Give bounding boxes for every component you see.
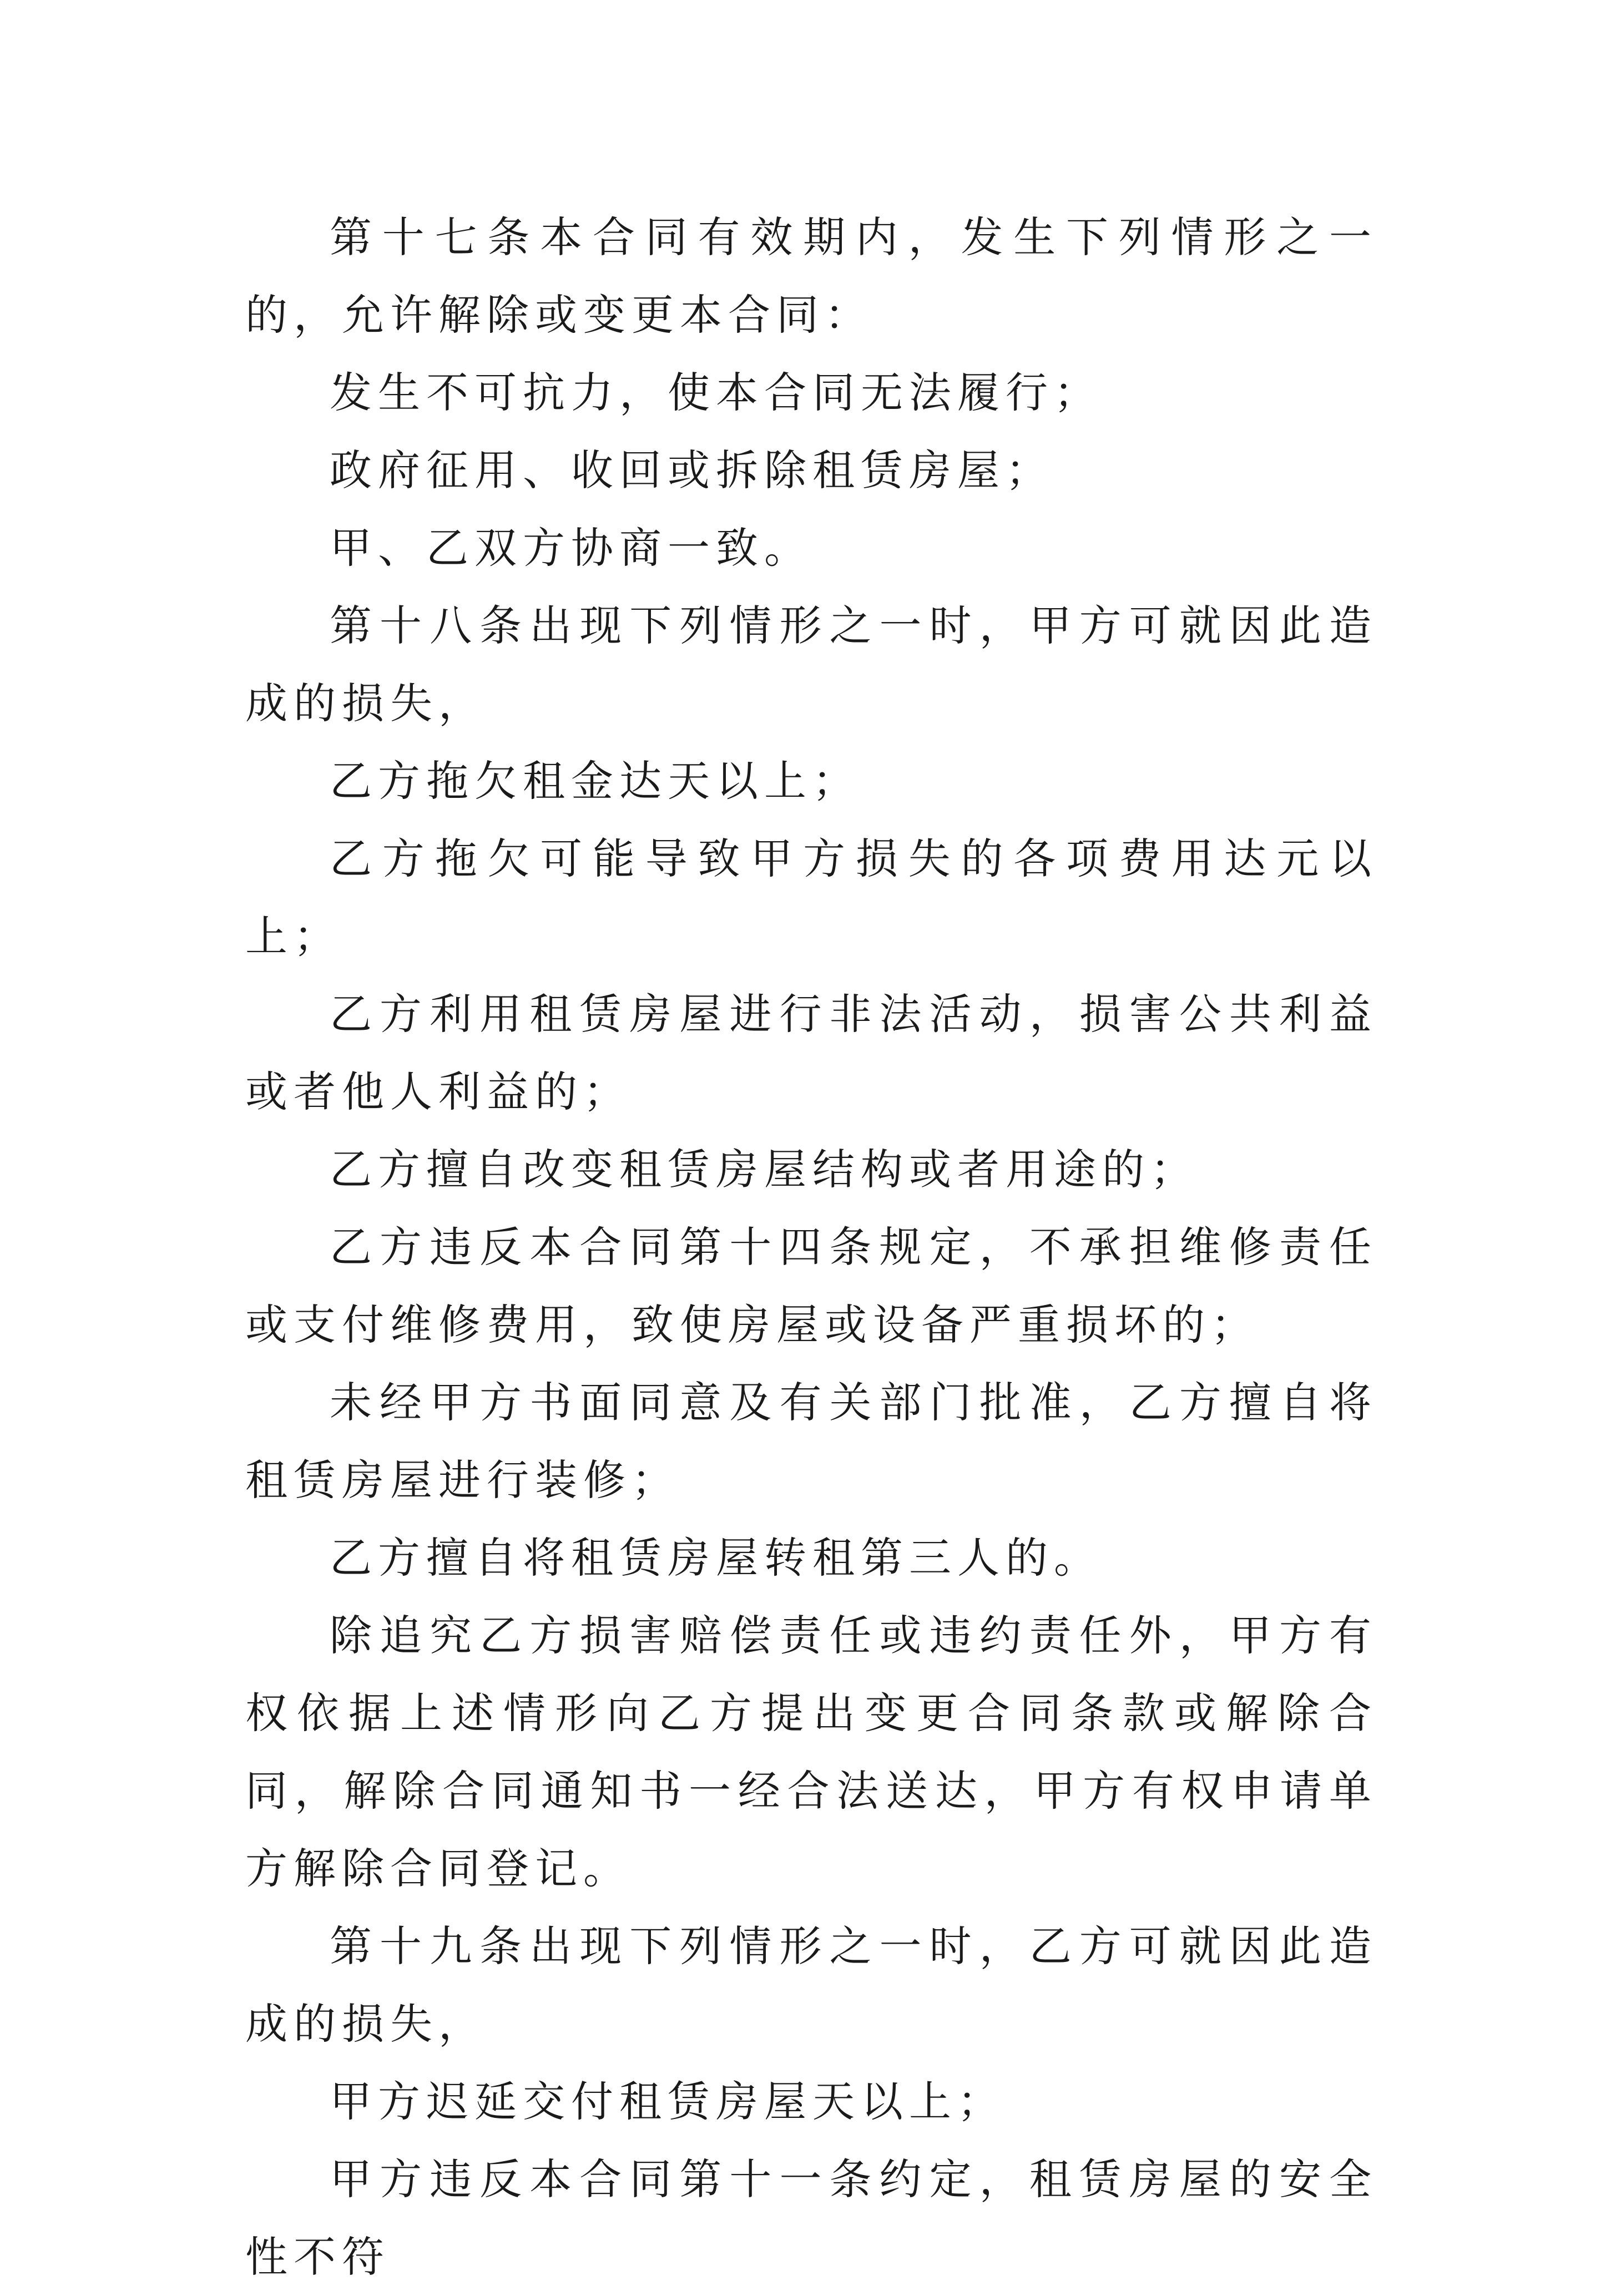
paragraph-force-majeure: 发生不可抗力，使本合同无法履行； — [330, 368, 1102, 417]
paragraph-article-19: 第十九条出现下列情形之一时，乙方可就因此造成的损失， — [245, 1921, 1377, 2049]
document-body — [245, 199, 1377, 2296]
paragraph-lessor-rights: 除追究乙方损害赔偿责任或违约责任外，甲方有权依据上述情形向乙方提出变更合同条款或解除合同，解除合同通知书一经合法送达，甲方有权申请单方解除合同登记。 — [245, 1611, 1377, 1893]
paragraph-government-requisition: 政府征用、收回或拆除租赁房屋； — [330, 446, 1054, 495]
paragraph-article-17: 第十七条本合同有效期内，发生下列情形之一的，允许解除或变更本合同： — [245, 213, 1377, 340]
paragraph-safety-breach: 甲方违反本合同第十一条约定，租赁房屋的安全性不符 — [245, 2155, 1377, 2282]
paragraph-rent-arrears: 乙方拖欠租金达天以上； — [330, 756, 861, 806]
paragraph-article-18: 第十八条出现下列情形之一时，甲方可就因此造成的损失， — [245, 601, 1377, 728]
paragraph-structure-change: 乙方擅自改变租赁房屋结构或者用途的； — [330, 1145, 1199, 1194]
paragraph-unauthorized-renovation: 未经甲方书面同意及有关部门批准，乙方擅自将租赁房屋进行装修； — [245, 1378, 1377, 1505]
paragraph-fee-arrears: 乙方拖欠可能导致甲方损失的各项费用达元以上； — [245, 834, 1377, 961]
paragraph-sublease: 乙方擅自将租赁房屋转租第三人的。 — [330, 1533, 1102, 1582]
paragraph-maintenance-breach: 乙方违反本合同第十四条规定，不承担维修责任或支付维修费用，致使房屋或设备严重损坏的； — [245, 1222, 1377, 1349]
paragraph-delayed-delivery: 甲方迟延交付租赁房屋天以上； — [330, 2077, 1006, 2126]
paragraph-illegal-activity: 乙方利用租赁房屋进行非法活动，损害公共利益或者他人利益的； — [245, 989, 1377, 1116]
paragraph-mutual-agreement: 甲、乙双方协商一致。 — [330, 523, 812, 573]
